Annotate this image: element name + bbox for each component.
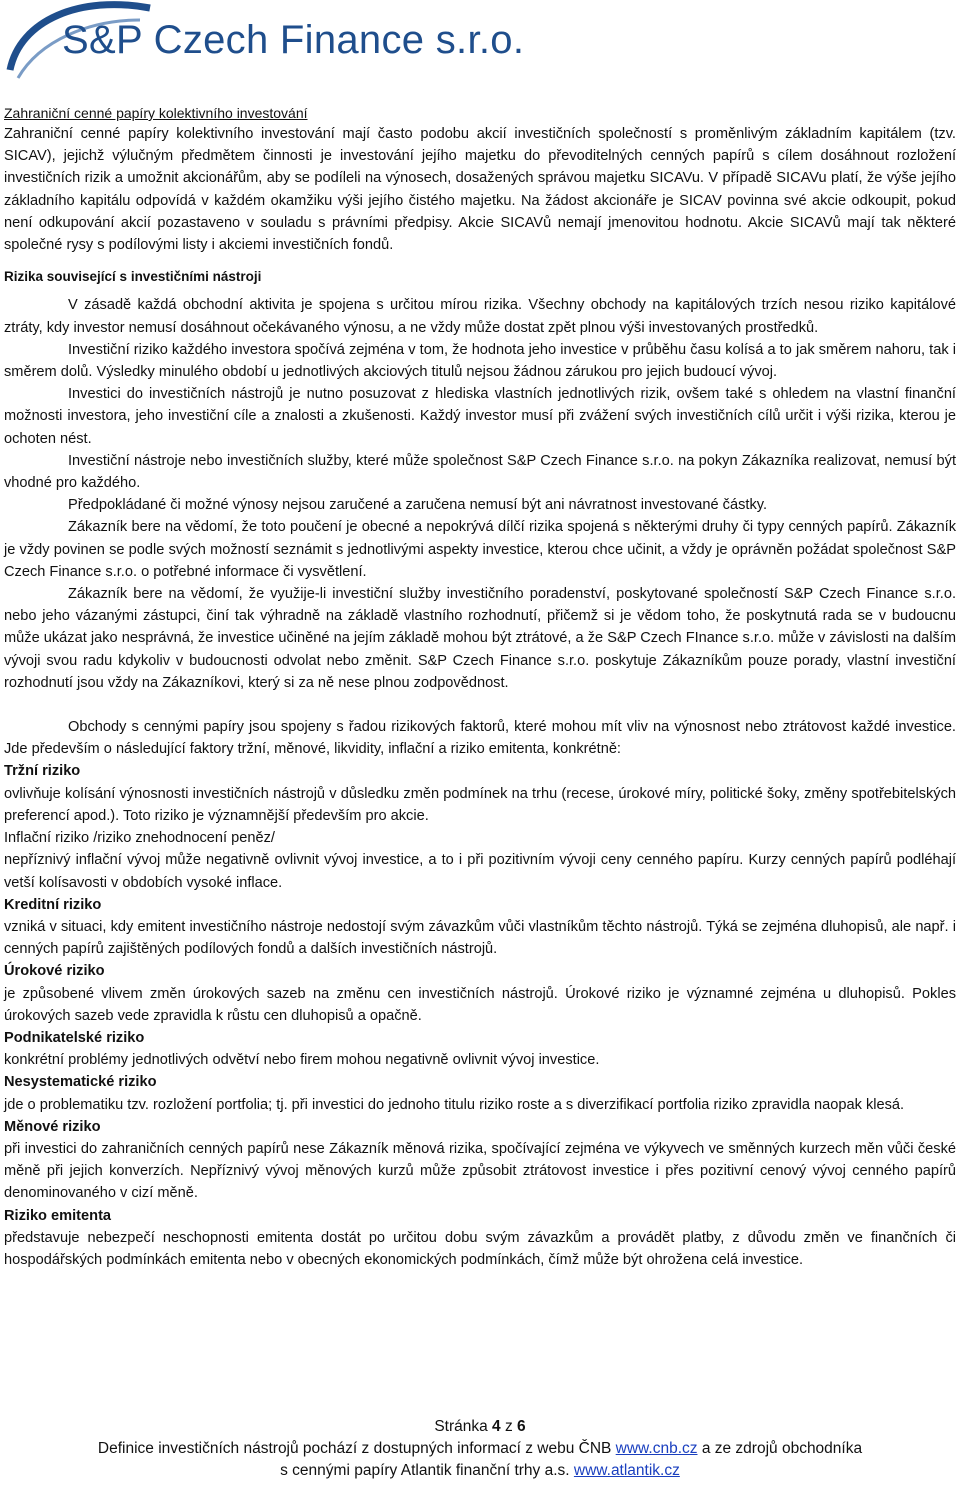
risk-text: při investici do zahraničních cenných papírů nese Zákazník měnová rizika, spočívající zejména ve výkyvech ve směnných kurzech měn vůči české měně při jejich konverzích. Nepříznivý vývoj měnových kurzů může způsobit ztrátovost investice i přes pozitivní cenový vývoj cenného papírů denominovaného v cizí měně. bbox=[4, 1140, 956, 1202]
paragraph: Investiční nástroje nebo investičních služby, které může společnost S&P Czech Finance s.r.o. na pokyn Zákazníka realizovat, nemusí být vhodné pro každého. bbox=[4, 452, 956, 492]
atlantik-link[interactable]: www.atlantik.cz bbox=[573, 1462, 680, 1479]
risk-text: nepříznivý inflační vývoj může negativně ovlivnit vývoj investice, a to i při pozitivním vývoji ceny cenného papíru. Kurzy cenných papírů podléhají vetší kolísavosti v obdobích vysoké inflace. bbox=[4, 852, 956, 891]
paragraph: V zásadě každá obchodní aktivita je spojena s určitou mírou rizika. Všechny obchody na kapitálových trzích nesou riziko kapitálové ztráty, kdy investor nemusí dosáhnout očekávaného výnosu, a ne vždy může dostat zpět plnou výši investovaných prostředků. bbox=[4, 297, 956, 336]
risk-text: je způsobené vlivem změn úrokových sazeb na změnu cen investičních nástrojů. Úrokové riziko je významné zejména u dluhopisů. Pokles úrokových sazeb vede zpravidla k růstu cen dluhopisů a opačně. bbox=[4, 985, 956, 1024]
footer-source-line1: Definice investičních nástrojů pochází z dostupných informací z webu ČNB www.cnb.cz a ze zdrojů obchodníka bbox=[97, 1440, 863, 1457]
paragraph-risk-intro: Obchody s cennými papíry jsou spojeny s řadou rizikových faktorů, které mohou mít vliv na výnosnost nebo ztrátovost každé investice. Jde především o následující faktory tržní, měnové, likvidity, inflační a riziko emitenta, konkrétně: bbox=[4, 719, 956, 758]
risk-heading: Riziko emitenta bbox=[4, 1207, 112, 1224]
logo-text: S&P Czech Finance s.r.o. bbox=[62, 18, 525, 62]
section-title-risks: Rizika související s investičními nástroji bbox=[4, 269, 262, 285]
total-pages: 6 bbox=[517, 1418, 526, 1435]
paragraph: Zákazník bere na vědomí, že toto poučení je obecné a nepokrývá dílčí rizika spojená s některými druhy či typy cenných papírů. Zákazník je vždy povinen se podle svých možností seznámit s jednotlivými aspekty investice, kterou chce učinit, a vždy je oprávněn požádat společnost S&P Czech Finance s.r.o. o potřebné informace či vysvětlení. bbox=[4, 519, 956, 580]
section-title-foreign-securities: Zahraniční cenné papíry kolektivního investování bbox=[4, 105, 308, 121]
risk-text: představuje nebezpečí neschopnosti emitenta dostát po určitou dobu svým závazkům a provádět platby, z důvodu změn ve finančních či hospodářských podmínkách emitenta nebo v obecných ekonomických podmínkách, čímž může být ohrožena celá investice. bbox=[4, 1229, 956, 1268]
page-number: Stránka 4 z 6 bbox=[434, 1418, 526, 1435]
cnb-link[interactable]: www.cnb.cz bbox=[615, 1440, 698, 1457]
company-logo bbox=[0, 0, 600, 88]
risk-heading: Tržní riziko bbox=[4, 763, 81, 780]
page-footer bbox=[0, 1416, 960, 1482]
risk-heading: Měnové riziko bbox=[4, 1118, 101, 1135]
footer-source-line2: s cennými papíry Atlantik finanční trhy a.s. www.atlantik.cz bbox=[280, 1462, 680, 1479]
risk-text: vzniká v situaci, kdy emitent investičního nástroje nedostojí svým závazkům vůči vlastníkům těchto nástrojů. Týká se zejména dluhopisů, ale např. i cenných papírů zajištěných podílových fondů a dalších investičních nástrojů. bbox=[4, 918, 956, 958]
paragraph: Předpokládané či možné výnosy nejsou zaručené a zaručena nemusí být ani návratnost investované částky. bbox=[68, 497, 768, 514]
current-page: 4 bbox=[492, 1418, 501, 1435]
paragraph: Investiční riziko každého investora spočívá zejména v tom, že hodnota jeho investice v průběhu času kolísá a to jak směrem nahoru, tak i směrem dolů. Výsledky minulého období u jednotlivých akciových titulů nejsou žádnou zárukou pro jejich budoucí vývoj. bbox=[4, 341, 956, 381]
document-body bbox=[4, 103, 956, 1271]
paragraph-sicav: Zahraniční cenné papíry kolektivního investování mají často podobu akcií investičních společností s proměnlivým základním kapitálem (tzv. SICAV), jejichž výlučným předmětem činnosti je investování jejího majetku do převoditelných cenných papírů s cílem dosáhnout rozložení investičních rizik a umožnit akcionářům, aby se podíleli na výnosech, dosažených správou majetku SICAVu. V případě SICAVu platí, že výše jejího základního kapitálu odpovídá v každém okamžiku výši jejího čistého majetku. Na žádost akcionáře je SICAV povinna své akcie odkoupit, pokud není odkupování akcií pozastaveno v souladu s právními předpisy. Akcie SICAVů nemají jmenovitou hodnotu. Akcie SICAVů mají tak některé společné rysy s podílovými listy i akciemi investičních fondů. bbox=[4, 126, 956, 254]
paragraph: Investici do investičních nástrojů je nutno posuzovat z hlediska vlastních jednotlivých rizik, ovšem také s ohledem na vlastní finanční možnosti investora, jeho investiční cíle a znalosti a zkušenosti. Každý investor musí při zvážení svých investičních cílů určit i výši rizika, kterou je ochoten nést. bbox=[4, 386, 956, 447]
risk-text: ovlivňuje kolísání výnosnosti investičních nástrojů v důsledku změn podmínek na trhu (recese, úrokové míry, politické šoky, změny spotřebitelských preferencí apod.). Toto riziko je významnější především pro akcie. bbox=[4, 785, 956, 824]
risk-heading: Inflační riziko /riziko znehodnocení peněz/ bbox=[4, 830, 275, 847]
risk-text: konkrétní problémy jednotlivých odvětví nebo firem mohou negativně ovlivnit vývoj investice. bbox=[4, 1052, 600, 1069]
risk-heading: Podnikatelské riziko bbox=[4, 1029, 145, 1046]
risk-text: jde o problematiku tzv. rozložení portfolia; tj. při investici do jednoho titulu riziko roste a s diverzifikací portfolia riziko zpravidla naopak klesá. bbox=[4, 1096, 905, 1113]
risk-heading: Úrokové riziko bbox=[4, 963, 105, 980]
risk-heading: Nesystematické riziko bbox=[4, 1074, 157, 1091]
risk-heading: Kreditní riziko bbox=[4, 896, 102, 913]
paragraph: Zákazník bere na vědomí, že využije-li investiční služby investičního poradenství, poskytované společností S&P Czech Finance s.r.o. nebo jeho vázanými zástupci, činí tak výhradně na základě vlastního rozhodnutí, přičemž si je vědom toho, že poskytnutá rada se v budoucnu může ukázat jako nesprávná, že investice učiněné na jejím základě mohou být ztrátové, a že S&P Czech FInance s.r.o. může v závislosti na dalším vývoji svou radu kdykoliv v budoucnosti odvolat nebo změnit. S&P Czech Finance s.r.o. poskytuje Zákazníkům pouze porady, vlastní investiční rozhodnutí jsou vždy na Zákazníkovi, který si za ně nese plnou zodpovědnost. bbox=[4, 586, 956, 691]
